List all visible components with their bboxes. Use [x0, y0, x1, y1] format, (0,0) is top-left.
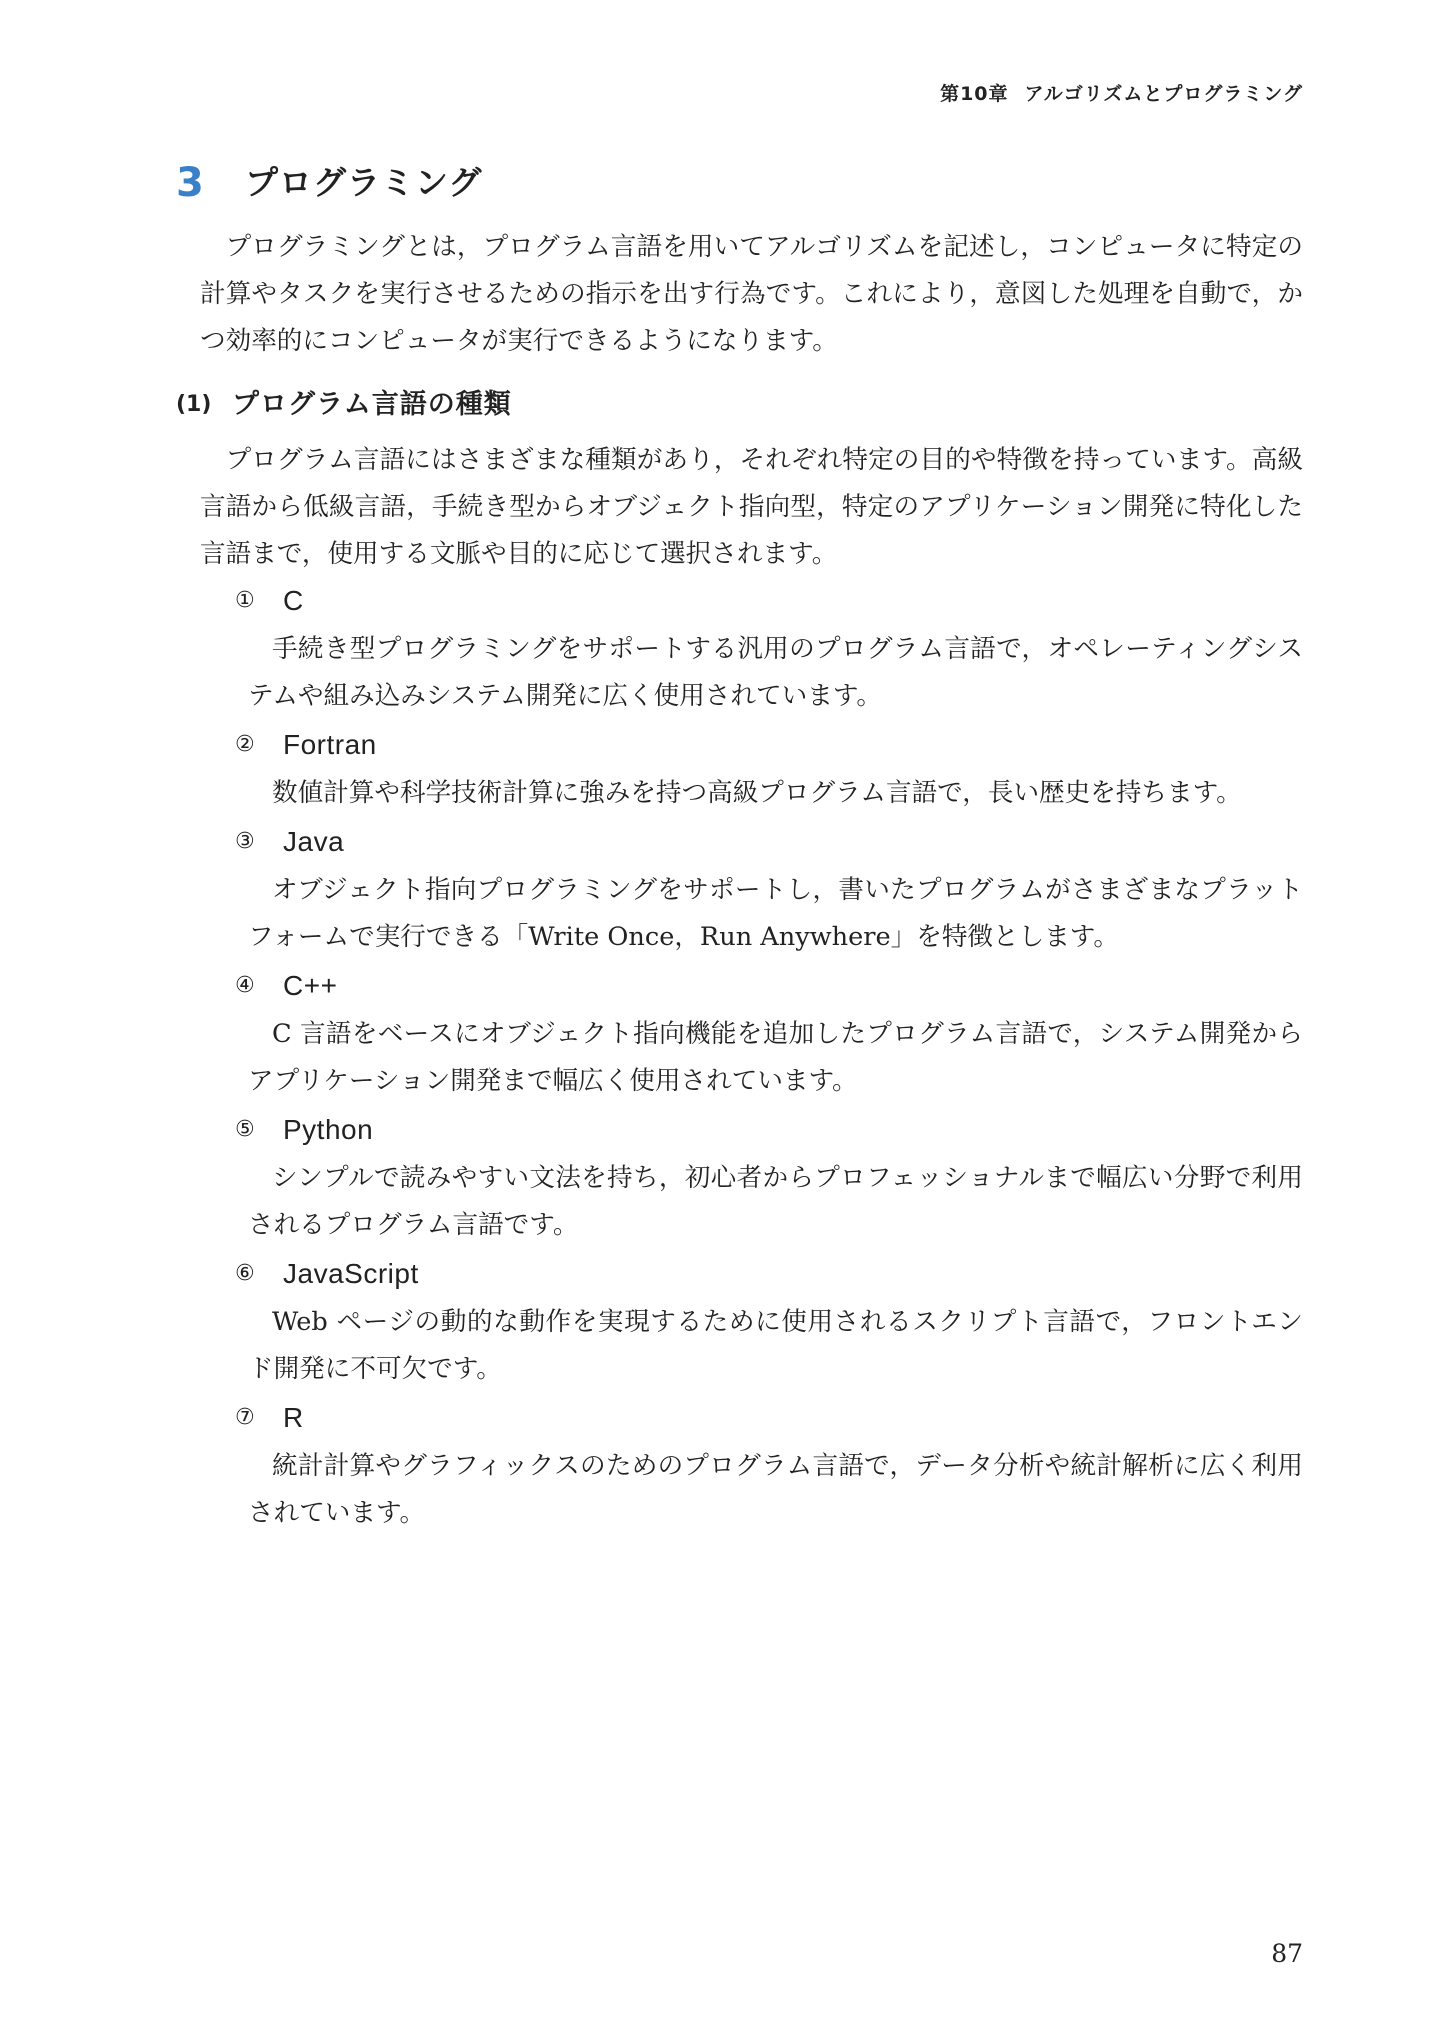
item-number-marker: ④	[235, 973, 255, 998]
item-number-marker: ⑦	[235, 1405, 255, 1430]
language-name: C	[283, 585, 304, 616]
language-item-javascript	[176, 1254, 1303, 1393]
subsection-number: (1)	[176, 392, 212, 417]
language-item-java	[176, 822, 1303, 961]
language-description: 数値計算や科学技術計算に強みを持つ高級プログラム言語で，長い歴史を持ちます。	[272, 778, 1242, 808]
language-item-cpp	[176, 966, 1303, 1105]
item-number-marker: ③	[235, 829, 255, 854]
language-item-fortran	[176, 725, 1303, 817]
subsection-title: プログラム言語の種類	[232, 389, 512, 420]
language-label	[235, 1110, 1303, 1150]
language-list	[176, 581, 1303, 1537]
language-description: オブジェクト指向プログラミングをサポートし，書いたプログラムがさまざまなプラットフォームで実行できる「Write Once，Run Anywhere」を特徴とします。	[248, 875, 1303, 952]
running-head	[940, 82, 1303, 106]
section-heading	[176, 160, 1303, 206]
language-name: Python	[283, 1114, 374, 1145]
chapter-title: アルゴリズムとプログラミング	[1024, 83, 1303, 105]
language-label	[235, 822, 1303, 862]
language-name: Fortran	[283, 729, 377, 760]
section-number: 3	[176, 160, 204, 206]
language-description: C 言語をベースにオブジェクト指向機能を追加したプログラム言語で，システム開発からアプリケーション開発まで幅広く使用されています。	[248, 1019, 1303, 1096]
subsection-heading	[176, 385, 1303, 425]
language-name: C++	[283, 970, 338, 1001]
page-content	[176, 160, 1303, 1537]
subsection-intro-paragraph: プログラム言語にはさまざまな種類があり，それぞれ特定の目的や特徴を持っています。高級言語から低級言語，手続き型からオブジェクト指向型，特定のアプリケーション開発に特化した言語まで，使用する文脈や目的に応じて選択されます。	[200, 445, 1303, 569]
item-number-marker: ⑤	[235, 1117, 255, 1142]
language-name: R	[283, 1402, 304, 1433]
section-title: プログラミング	[245, 163, 483, 202]
language-name: Java	[283, 826, 345, 857]
language-label	[235, 1398, 1303, 1438]
item-number-marker: ⑥	[235, 1261, 255, 1286]
section-intro-paragraph: プログラミングとは，プログラム言語を用いてアルゴリズムを記述し，コンピュータに特定の計算やタスクを実行させるための指示を出す行為です。これにより，意図した処理を自動で，かつ効率的にコンピュータが実行できるようになります。	[200, 232, 1303, 356]
language-name: JavaScript	[283, 1258, 419, 1289]
language-label	[235, 1254, 1303, 1294]
language-item-r	[176, 1398, 1303, 1537]
item-number-marker: ②	[235, 732, 255, 757]
language-description: Web ページの動的な動作を実現するために使用されるスクリプト言語で，フロントエンド開発に不可欠です。	[248, 1307, 1303, 1384]
language-item-python	[176, 1110, 1303, 1249]
page-number: 87	[1271, 1939, 1303, 1968]
language-description: 手続き型プログラミングをサポートする汎用のプログラム言語で，オペレーティングシステムや組み込みシステム開発に広く使用されています。	[248, 634, 1303, 711]
item-number-marker: ①	[235, 588, 255, 613]
language-item-c	[176, 581, 1303, 720]
chapter-label: 第10章	[940, 83, 1009, 105]
language-label	[235, 725, 1303, 765]
language-label	[235, 581, 1303, 621]
language-label	[235, 966, 1303, 1006]
language-description: 統計計算やグラフィックスのためのプログラム言語で，データ分析や統計解析に広く利用されています。	[248, 1451, 1303, 1528]
language-description: シンプルで読みやすい文法を持ち，初心者からプロフェッショナルまで幅広い分野で利用されるプログラム言語です。	[248, 1163, 1303, 1240]
